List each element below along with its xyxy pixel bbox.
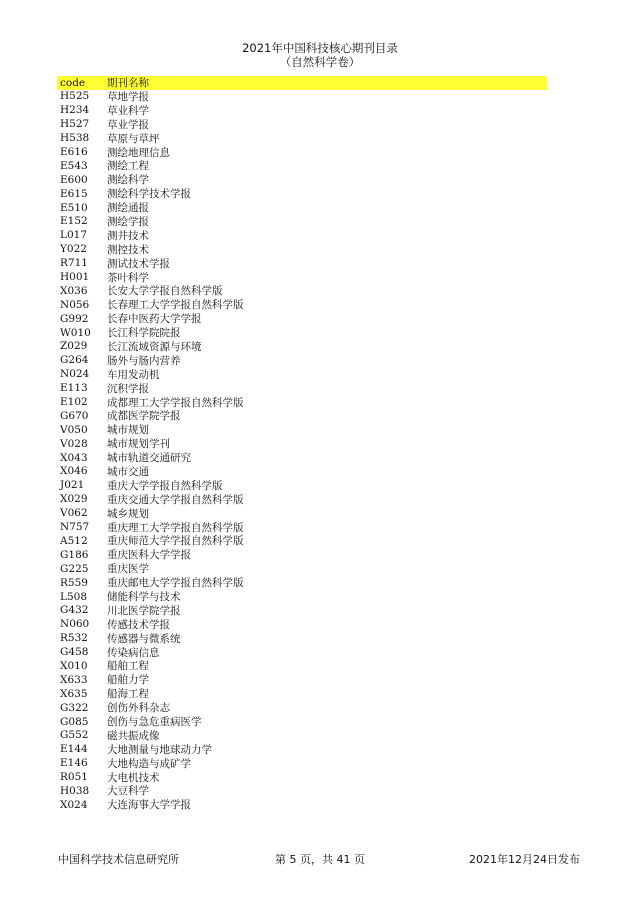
table-row [57, 437, 547, 451]
table-body [57, 90, 547, 812]
journal-code: L508 [60, 590, 88, 603]
table-row [57, 103, 547, 117]
table-row [57, 603, 547, 617]
table-row [57, 367, 547, 381]
journal-name: 测绘地理信息 [107, 146, 170, 159]
table-row [57, 381, 547, 395]
table-row [57, 256, 547, 270]
table-row [57, 270, 547, 284]
journal-code: A512 [60, 534, 88, 547]
journal-name: 测井技术 [107, 229, 149, 242]
table-row [57, 617, 547, 631]
journal-code: E102 [60, 396, 88, 409]
table-row [57, 465, 547, 479]
journal-name: 成都医学院学报 [107, 410, 181, 423]
table-row [57, 673, 547, 687]
journal-name: 城市交通 [107, 466, 149, 478]
table-row [57, 687, 547, 701]
table-row [57, 576, 547, 590]
journal-code: H234 [60, 104, 90, 117]
journal-code: E600 [60, 173, 88, 186]
journal-name: 大电机技术 [107, 771, 160, 784]
journal-name: 沉积学报 [107, 382, 149, 395]
journal-code: Y022 [60, 243, 87, 256]
table-row [57, 548, 547, 562]
journal-code: N024 [60, 368, 90, 381]
journal-name: 船海工程 [107, 688, 149, 701]
table-row [57, 645, 547, 659]
journal-name: 茶叶科学 [107, 271, 149, 284]
journal-code: G992 [60, 312, 89, 325]
journal-name: 大豆科学 [107, 785, 149, 798]
journal-name: 大地测量与地球动力学 [107, 743, 212, 756]
journal-name: 测控技术 [107, 243, 149, 256]
journal-name: 重庆邮电大学学报自然科学版 [107, 577, 244, 590]
journal-code: E543 [60, 159, 88, 172]
journal-name: 重庆医学 [107, 563, 149, 576]
table-row [57, 131, 547, 145]
table-row [57, 90, 547, 104]
journal-name: 测试技术学报 [107, 257, 170, 270]
journal-code: G432 [60, 604, 89, 617]
journal-code: H527 [60, 118, 90, 131]
journal-code: G264 [60, 354, 89, 367]
journal-code: X043 [60, 451, 88, 464]
journal-code: G186 [60, 548, 89, 561]
journal-code: G322 [60, 701, 89, 714]
journal-code: X036 [60, 284, 88, 297]
table-row [57, 451, 547, 465]
table-row [57, 798, 547, 812]
page-title: 2021年中国科技核心期刊目录 [242, 41, 398, 55]
journal-name: 城市规划学刊 [107, 438, 170, 451]
journal-code: N056 [60, 298, 90, 311]
header-name: 期刊名称 [107, 77, 149, 90]
table-row [57, 395, 547, 409]
table-row [57, 534, 547, 548]
table-row [57, 242, 547, 256]
journal-code: X635 [60, 687, 88, 700]
journal-name: 重庆交通大学学报自然科学版 [107, 493, 244, 506]
journal-code: X046 [60, 465, 88, 478]
table-row [57, 784, 547, 798]
journal-code: V050 [60, 423, 88, 436]
journal-name: 传染病信息 [107, 646, 160, 659]
journal-name: 草原与草坪 [107, 132, 160, 145]
journal-name: 重庆医科大学学报 [107, 549, 191, 562]
journal-name: 长江流域资源与环境 [107, 340, 202, 353]
journal-code: X010 [60, 659, 88, 672]
table-row [57, 756, 547, 770]
journal-name: 肠外与肠内营养 [107, 354, 181, 367]
journal-name: 城乡规划 [107, 507, 149, 520]
journal-code: G670 [60, 409, 89, 422]
journal-code: E510 [60, 201, 88, 214]
journal-code: G225 [60, 562, 89, 575]
journal-code: N757 [60, 521, 90, 534]
table-row [57, 478, 547, 492]
journal-name: 测绘科学 [107, 174, 149, 187]
table-row [57, 423, 547, 437]
journal-name: 大连海事大学学报 [107, 799, 191, 812]
table-row [57, 117, 547, 131]
table-row [57, 201, 547, 215]
table-row [57, 145, 547, 159]
journal-name: 城市轨道交通研究 [107, 452, 191, 465]
journal-code: V062 [60, 507, 88, 520]
table-row [57, 728, 547, 742]
journal-code: V028 [60, 437, 88, 450]
journal-name: 长春理工大学学报自然科学版 [107, 299, 244, 312]
journal-name: 草地学报 [107, 90, 149, 103]
journal-name: 测绘科学技术学报 [107, 188, 191, 201]
journal-name: 创伤与急危重病医学 [107, 716, 202, 729]
journal-name: 传感器与微系统 [107, 632, 181, 645]
journal-name: 船舶力学 [107, 674, 149, 687]
table-row [57, 409, 547, 423]
journal-code: N060 [60, 618, 90, 631]
header-code: code [60, 76, 86, 89]
table-row [57, 215, 547, 229]
table-row [57, 590, 547, 604]
journal-code: X029 [60, 493, 88, 506]
journal-code: R532 [60, 632, 88, 645]
journal-code: R559 [60, 576, 88, 589]
journal-name: 创伤外科杂志 [107, 702, 170, 715]
journal-code: E616 [60, 146, 88, 158]
table-row [57, 770, 547, 784]
journal-name: 传感技术学报 [107, 618, 170, 631]
table-row [57, 326, 547, 340]
journal-code: H538 [60, 132, 90, 145]
table-row [57, 715, 547, 729]
table-row [57, 659, 547, 673]
journal-code: E615 [60, 187, 88, 200]
journal-name: 测绘学报 [107, 215, 149, 228]
journal-name: 重庆大学学报自然科学版 [107, 479, 223, 492]
journal-code: G552 [60, 729, 89, 742]
table-row [57, 187, 547, 201]
table-row [57, 340, 547, 354]
journal-code: R051 [60, 771, 88, 784]
journal-name: 草业学报 [107, 118, 149, 131]
journal-name: 长江科学院院报 [107, 327, 181, 340]
table-row [57, 562, 547, 576]
journal-code: L017 [60, 229, 88, 242]
table-row [57, 312, 547, 326]
table-row [57, 298, 547, 312]
footer-publisher: 中国科学技术信息研究所 [58, 853, 179, 866]
journal-table [57, 76, 547, 812]
journal-code: E144 [60, 743, 88, 756]
journal-code: R711 [60, 257, 88, 270]
table-row [57, 228, 547, 242]
footer-date: 2021年12月24日发布 [469, 853, 580, 866]
table-row [57, 701, 547, 715]
journal-code: J021 [60, 479, 85, 492]
journal-code: Z029 [60, 340, 88, 353]
journal-code: H525 [60, 90, 90, 103]
journal-name: 车用发动机 [107, 368, 160, 381]
table-row [57, 492, 547, 506]
journal-name: 大地构造与成矿学 [107, 757, 191, 770]
journal-code: W010 [60, 326, 91, 339]
journal-code: G085 [60, 715, 89, 728]
journal-code: X024 [60, 798, 88, 811]
journal-name: 城市规划 [107, 424, 149, 437]
table-row [57, 742, 547, 756]
journal-code: E146 [60, 757, 88, 770]
journal-code: E152 [60, 215, 88, 228]
journal-name: 重庆师范大学学报自然科学版 [107, 535, 244, 548]
table-row [57, 284, 547, 298]
table-row [57, 520, 547, 534]
journal-name: 成都理工大学学报自然科学版 [107, 396, 244, 409]
table-row [57, 631, 547, 645]
journal-code: X633 [60, 673, 88, 686]
journal-code: H001 [60, 271, 90, 284]
journal-name: 长春中医药大学学报 [107, 313, 202, 326]
journal-name: 川北医学院学报 [107, 604, 181, 617]
journal-code: H038 [60, 784, 90, 797]
table-row [57, 173, 547, 187]
journal-name: 草业科学 [107, 104, 149, 117]
footer-page-number: 第 5 页，共 41 页 [275, 853, 365, 866]
journal-name: 船舶工程 [107, 660, 149, 673]
table-header [57, 76, 547, 90]
table-row [57, 506, 547, 520]
journal-name: 测绘通报 [107, 202, 149, 215]
table-row [57, 353, 547, 367]
journal-code: E113 [60, 382, 88, 395]
journal-name: 重庆理工大学学报自然科学版 [107, 521, 244, 534]
journal-code: G458 [60, 646, 89, 659]
journal-name: 测绘工程 [107, 160, 149, 173]
journal-name: 磁共振成像 [107, 729, 160, 742]
journal-name: 长安大学学报自然科学版 [107, 285, 223, 298]
table-row [57, 159, 547, 173]
journal-name: 储能科学与技术 [107, 591, 181, 604]
page-subtitle: （自然科学卷） [279, 55, 361, 69]
